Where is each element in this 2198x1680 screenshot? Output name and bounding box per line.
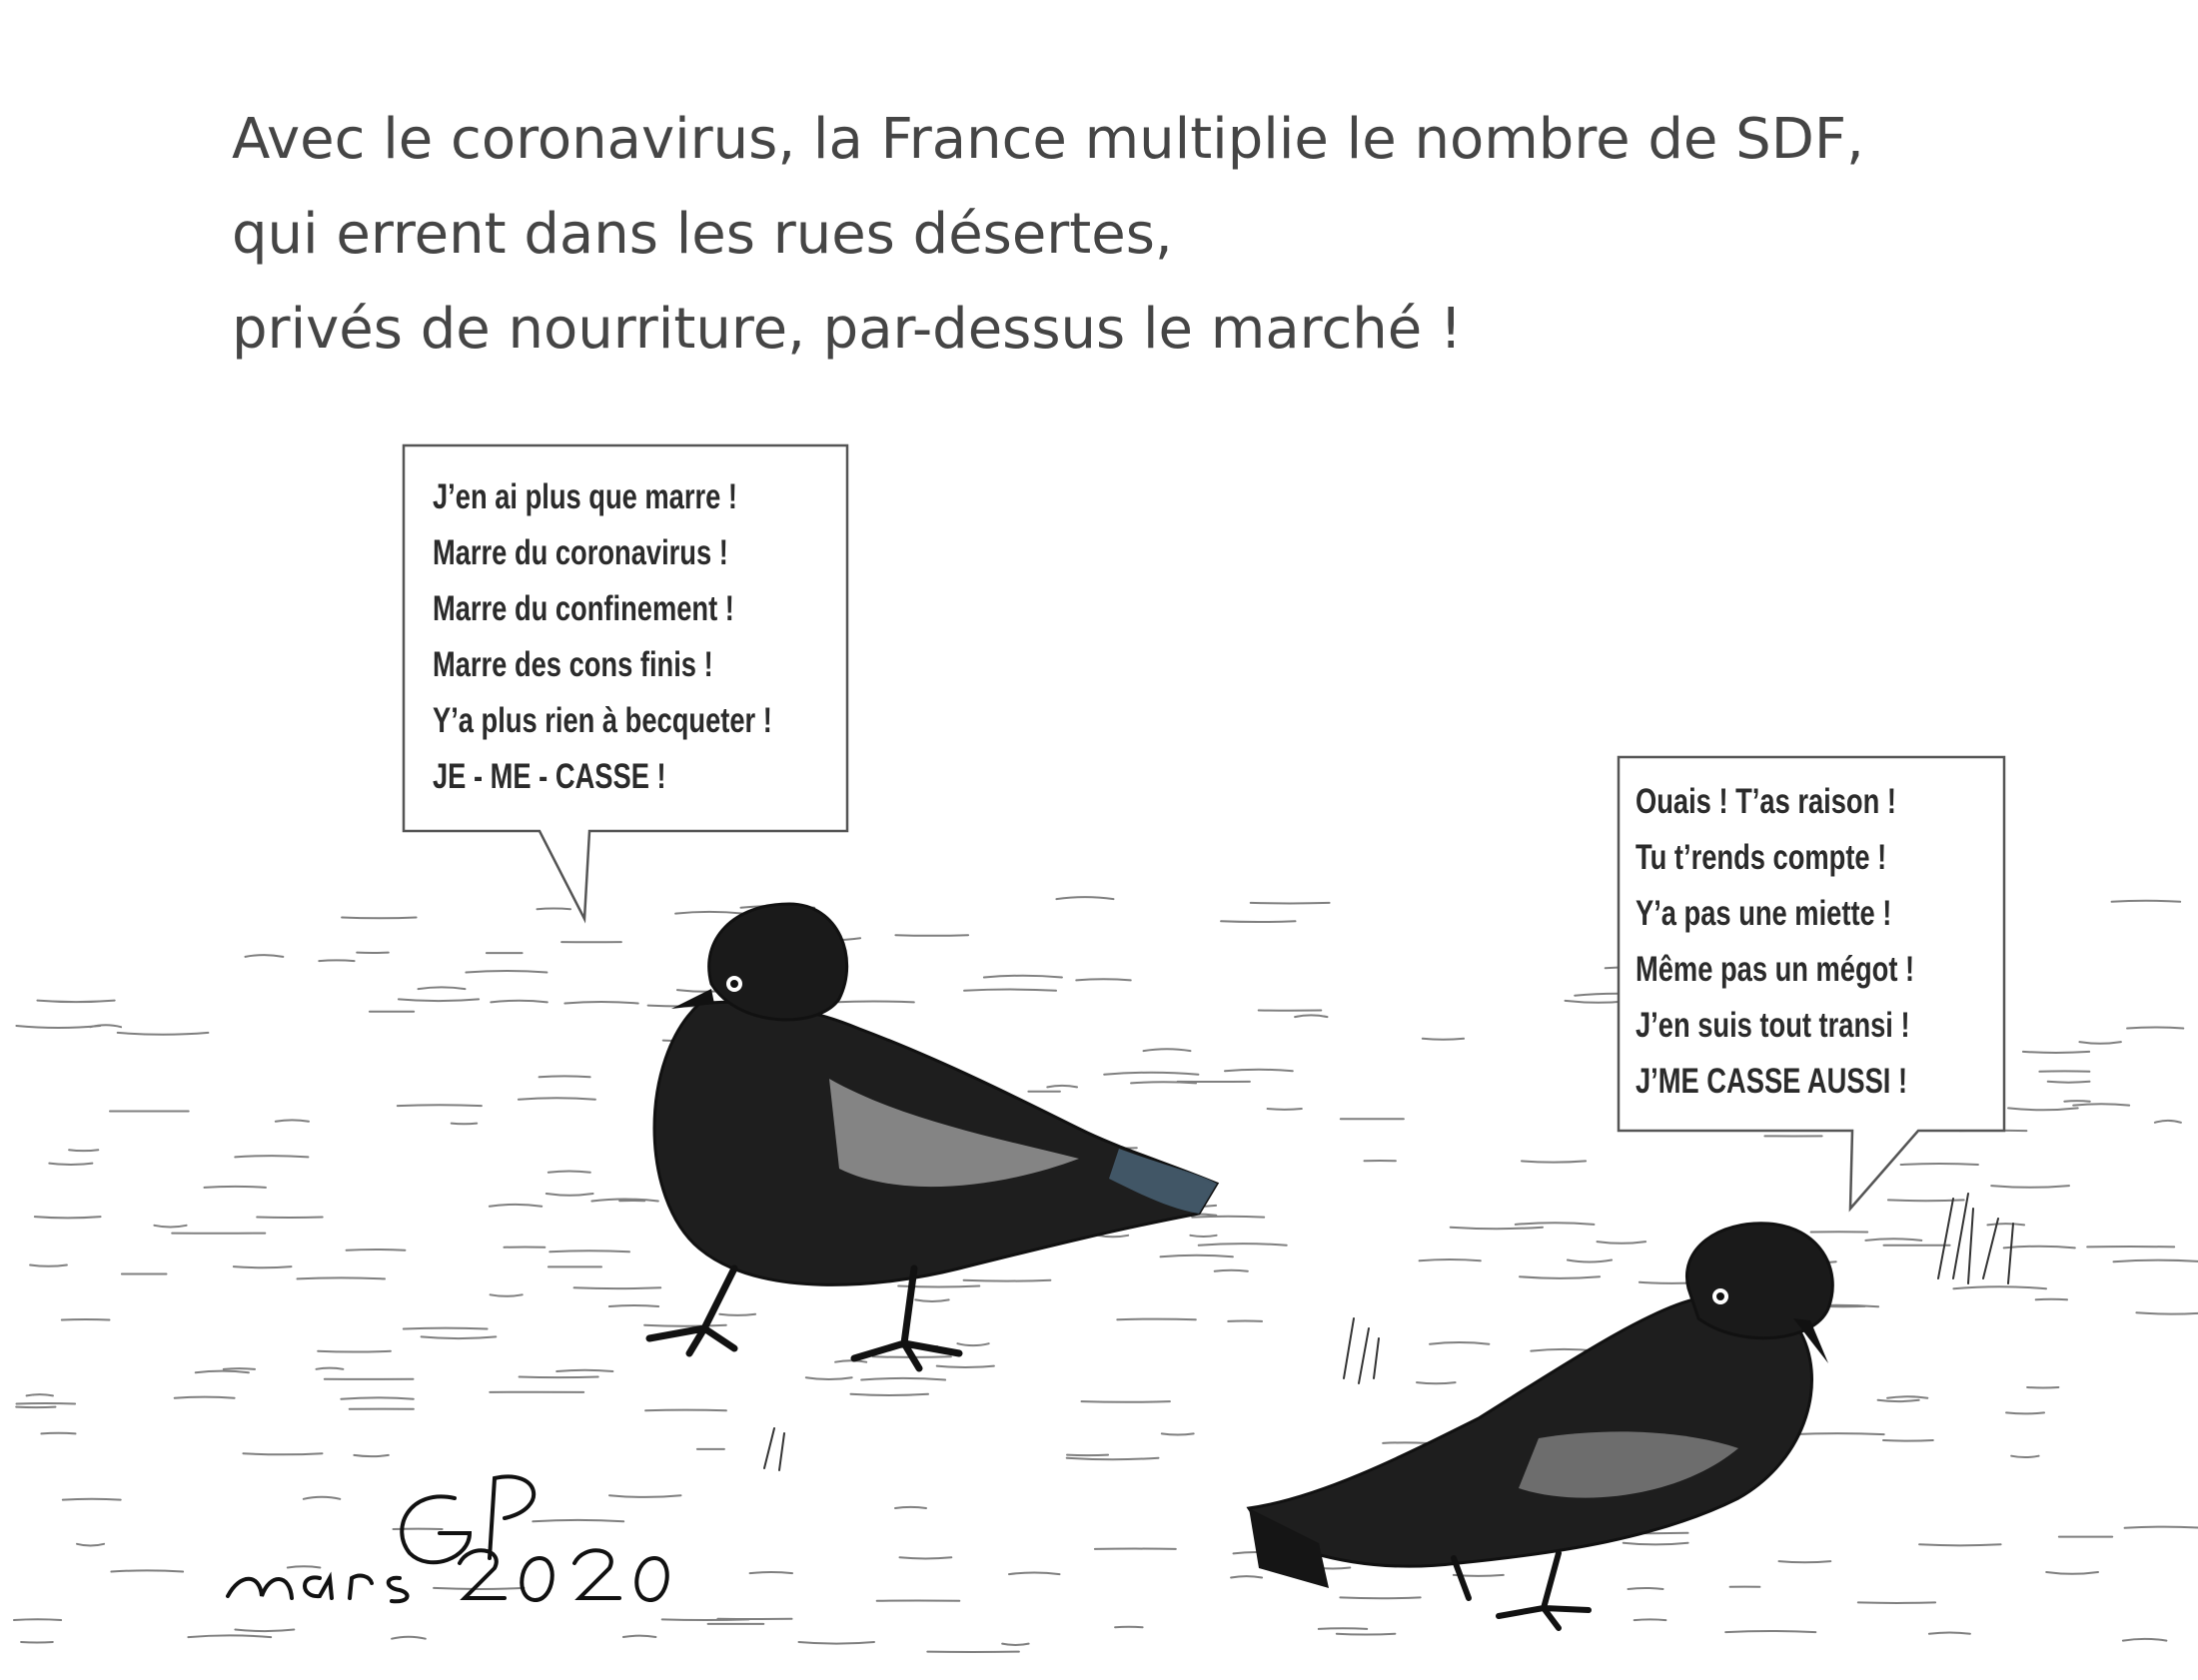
ground-stroke (1629, 1588, 1663, 1589)
ground-stroke (2123, 1639, 2167, 1641)
ground-stroke (964, 990, 1056, 991)
ground-stroke (196, 1371, 249, 1373)
ground-stroke (318, 1351, 391, 1352)
ground-stroke (1929, 1633, 1970, 1634)
ground-stroke (964, 1280, 1051, 1281)
ground-stroke (354, 1455, 388, 1456)
right-bubble-line-6: J’ME CASSE AUSSI ! (1636, 1062, 1908, 1101)
ground-stroke (1451, 1228, 1543, 1230)
ground-stroke (257, 1218, 323, 1219)
ground-stroke (550, 1251, 629, 1252)
ground-stroke (2114, 1260, 2198, 1262)
ground-stroke (175, 1397, 235, 1398)
ground-stroke (224, 1368, 255, 1369)
ground-stroke (538, 909, 571, 910)
ground-stroke (1791, 1433, 1884, 1434)
ground-stroke (35, 1217, 101, 1218)
ground-stroke (851, 1394, 929, 1395)
right-pigeon-pupil (1716, 1292, 1724, 1300)
caption-line-1: Avec le coronavirus, la France multiplie le nombre de SDF, (232, 107, 1864, 172)
ground-stroke (574, 1287, 661, 1288)
left-bubble-line-1: J’en ai plus que marre ! (433, 477, 737, 516)
ground-stroke (154, 1226, 186, 1228)
ground-stroke (1337, 1634, 1396, 1635)
ground-stroke (1987, 1224, 2024, 1225)
ground-stroke (1221, 921, 1295, 922)
ground-stroke (519, 1098, 595, 1099)
ground-stroke (2036, 1299, 2067, 1300)
ground-stroke (549, 1171, 590, 1172)
ground-stroke (1215, 1270, 1248, 1271)
ground-stroke (644, 1325, 726, 1326)
ground-stroke (1901, 1164, 1978, 1165)
ground-stroke (564, 1002, 637, 1004)
ground-stroke (2006, 1412, 2044, 1413)
ground-stroke (1568, 1260, 1612, 1262)
ground-stroke (2125, 1527, 2198, 1528)
right-bubble-line-1: Ouais ! T’as raison ! (1636, 782, 1896, 821)
ground-stroke (609, 1495, 681, 1497)
ground-stroke (62, 1319, 110, 1320)
ground-stroke (2127, 1027, 2183, 1028)
ground-stroke (404, 1328, 488, 1329)
ground-stroke (609, 1305, 658, 1306)
ground-stroke (540, 1076, 590, 1077)
ground-stroke (806, 1377, 852, 1379)
right-bubble-line-4: Même pas un mégot ! (1636, 950, 1915, 989)
ground-stroke (1516, 1223, 1595, 1225)
ground-stroke (452, 1124, 478, 1125)
ground-stroke (14, 1619, 61, 1620)
ground-stroke (1192, 1217, 1264, 1218)
right-bubble-text (1636, 774, 1914, 1110)
ground-stroke (392, 1637, 426, 1639)
right-pigeon (1249, 1224, 1832, 1628)
ground-stroke (835, 1360, 866, 1361)
ground-stroke (1598, 1242, 1647, 1244)
ground-stroke (937, 1366, 994, 1367)
ground-stroke (21, 1642, 53, 1643)
ground-stroke (16, 1026, 100, 1028)
ground-stroke (1067, 1458, 1159, 1460)
left-bubble-line-6: JE - ME - CASSE ! (433, 757, 666, 796)
ground-stroke (2023, 1052, 2089, 1053)
left-pigeon (649, 904, 1217, 1368)
ground-stroke (2004, 1247, 2075, 1249)
ground-stroke (246, 955, 284, 957)
ground-stroke (1417, 1382, 1456, 1383)
ground-stroke (37, 1001, 114, 1003)
ground-stroke (188, 1635, 271, 1637)
caption-line-2: qui errent dans les rues désertes, (232, 202, 1173, 267)
ground-stroke (1991, 1186, 2069, 1188)
ground-stroke (1117, 1319, 1196, 1320)
ground-stroke (2011, 1456, 2038, 1457)
ground-stroke (1635, 1619, 1666, 1620)
ground-stroke (341, 1397, 413, 1398)
ground-stroke (556, 1370, 612, 1371)
ground-stroke (547, 1194, 593, 1196)
right-pigeon-head (1686, 1224, 1832, 1338)
ground-stroke (205, 1187, 266, 1188)
ground-stroke (1067, 1455, 1108, 1456)
ground-stroke (1002, 1644, 1028, 1645)
ground-stroke (466, 971, 547, 972)
ground-stroke (2048, 1082, 2090, 1083)
ground-stroke (2136, 1312, 2198, 1313)
ground-stroke (234, 1266, 292, 1267)
ground-stroke (235, 1156, 308, 1157)
ground-stroke (2155, 1121, 2181, 1123)
right-pigeon-body (1249, 1296, 1812, 1566)
ground-stroke (833, 1002, 914, 1003)
ground-stroke (1231, 1576, 1262, 1577)
ground-stroke (1865, 1239, 1921, 1241)
ground-stroke (1953, 1286, 2046, 1288)
ground-stroke (49, 1164, 92, 1165)
ground-stroke (861, 1378, 945, 1380)
ground-stroke (1319, 1628, 1367, 1629)
ground-stroke (235, 1630, 294, 1632)
ground-stroke (1779, 1561, 1831, 1562)
ground-stroke (1190, 1236, 1216, 1237)
ground-stroke (419, 987, 466, 989)
ground-stroke (533, 1520, 623, 1521)
ground-stroke (750, 1572, 792, 1573)
ground-stroke (16, 1407, 55, 1408)
ground-stroke (2079, 1042, 2121, 1044)
ground-stroke (1047, 1086, 1077, 1088)
left-bubble-line-3: Marre du confinement ! (433, 589, 734, 628)
ground-stroke (1268, 1109, 1302, 1110)
ground-stroke (491, 1001, 548, 1003)
ground-stroke (317, 1368, 344, 1369)
ground-stroke (900, 1557, 952, 1558)
left-bubble-line-5: Y’a plus rien à becqueter ! (433, 701, 772, 740)
left-bubble-line-2: Marre du coronavirus ! (433, 533, 728, 572)
ground-stroke (2008, 1108, 2078, 1110)
left-pigeon-pupil (730, 980, 738, 988)
ground-stroke (2027, 1387, 2058, 1388)
ground-stroke (1082, 1401, 1170, 1402)
ground-stroke (520, 1377, 598, 1378)
ground-stroke (1858, 1602, 1935, 1603)
ground-stroke (41, 1433, 75, 1434)
ground-stroke (1162, 1433, 1194, 1434)
left-pigeon-head (709, 904, 847, 1020)
ground-stroke (1423, 1039, 1464, 1040)
ground-stroke (984, 976, 1062, 978)
ground-stroke (243, 1453, 322, 1454)
ground-stroke (276, 1120, 309, 1121)
ground-stroke (491, 1294, 523, 1296)
right-bubble-line-2: Tu t’rends compte ! (1636, 838, 1887, 877)
ground-stroke (288, 1566, 321, 1567)
ground-stroke (422, 1336, 497, 1338)
ground-stroke (2112, 901, 2181, 902)
ground-stroke (30, 1265, 67, 1266)
ground-stroke (1076, 979, 1130, 980)
ground-stroke (2064, 1101, 2090, 1102)
ground-stroke (1098, 1236, 1129, 1238)
ground-stroke (398, 1105, 482, 1106)
right-pigeon-leg (1499, 1553, 1589, 1628)
ground-stroke (319, 960, 354, 961)
left-bubble-line-4: Marre des cons finis ! (433, 645, 713, 684)
ground-stroke (1295, 1015, 1327, 1017)
ground-stroke (2046, 1572, 2098, 1574)
ground-stroke (1161, 1256, 1233, 1258)
ground-stroke (1878, 1400, 1919, 1401)
ground-stroke (1883, 1440, 1933, 1441)
left-pigeon-leg-left (649, 1268, 734, 1353)
ground-stroke (342, 918, 417, 919)
right-bubble-line-5: J’en suis tout transi ! (1636, 1006, 1910, 1045)
ground-stroke (1056, 897, 1113, 899)
ground-stroke (799, 1642, 875, 1644)
ground-stroke (63, 1499, 121, 1500)
ground-stroke (17, 1403, 76, 1404)
ground-stroke (347, 1250, 406, 1251)
ground-stroke (623, 1636, 656, 1637)
ground-stroke (1522, 1161, 1586, 1162)
ground-stroke (27, 1394, 53, 1395)
left-bubble-text (433, 469, 772, 805)
ground-stroke (895, 1507, 926, 1508)
ground-stroke (1520, 1276, 1600, 1278)
ground-stroke (69, 1150, 98, 1151)
ground-stroke (1009, 1572, 1060, 1574)
ground-stroke (1624, 1543, 1688, 1545)
ground-stroke (1430, 1342, 1489, 1344)
ground-stroke (111, 1570, 183, 1571)
ground-stroke (1725, 1631, 1815, 1632)
ground-stroke (399, 999, 479, 1001)
ground-stroke (490, 1205, 542, 1207)
ground-stroke (1225, 1070, 1293, 1072)
ground-stroke (1887, 1396, 1927, 1397)
ground-stroke (118, 1033, 209, 1035)
ground-stroke (1340, 1597, 1420, 1598)
ground-stroke (1251, 903, 1330, 904)
right-bubble-line-3: Y’a pas une miette ! (1636, 894, 1892, 933)
signature-initials-drawing (402, 1476, 534, 1562)
ground-stroke (957, 1343, 988, 1345)
ground-stroke (1144, 1049, 1191, 1051)
ground-stroke (1199, 1244, 1287, 1246)
ground-stroke (304, 1497, 341, 1499)
ground-stroke (434, 1588, 524, 1589)
ground-stroke (895, 935, 968, 936)
ground-stroke (915, 1299, 948, 1301)
ground-stroke (719, 1314, 755, 1315)
ground-stroke (298, 1277, 386, 1278)
caption-line-3: privés de nourriture, par-dessus le marché ! (232, 297, 1463, 362)
ground-stroke (1104, 1073, 1198, 1075)
ground-stroke (645, 1410, 726, 1411)
ground-stroke (675, 912, 743, 914)
ground-stroke (2073, 1104, 2129, 1105)
ground-stroke (1383, 1442, 1427, 1443)
ground-stroke (1919, 1544, 2001, 1545)
ground-stroke (77, 1544, 104, 1546)
